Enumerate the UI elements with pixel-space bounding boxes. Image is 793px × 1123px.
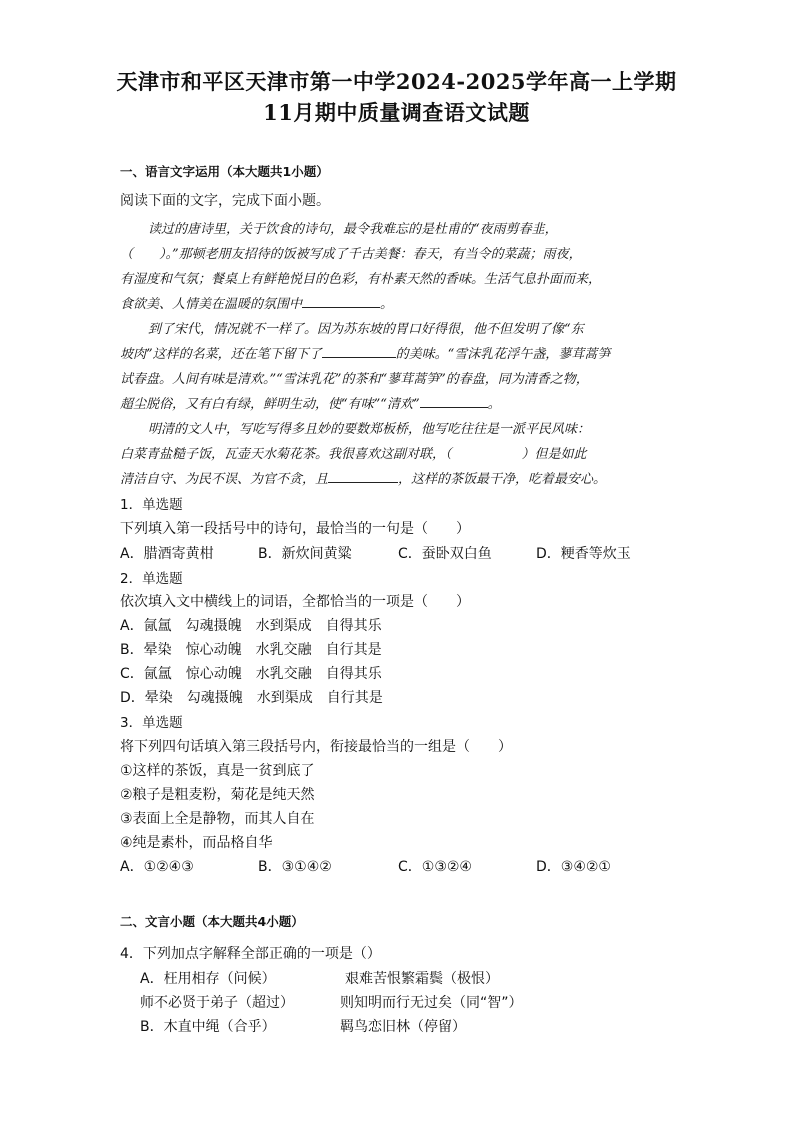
p1-line4 — [120, 293, 680, 312]
q4-row3-b: 羁鸟恋旧林（停留） — [340, 1019, 466, 1035]
q1-option-c[interactable]: C．蚕卧双白鱼 — [398, 546, 492, 562]
q4-row2-a: 师不必贤于弟子（超过） — [140, 995, 294, 1011]
q4-row3-a[interactable]: B．木直中绳（合乎） — [140, 1019, 276, 1035]
q2-option-d[interactable]: D．晕染 勾魂摄魄 水到渠成 自行其是 — [120, 690, 383, 706]
p2-line2-text-a: 坡肉”这样的名菜，还在笔下留下了 — [120, 347, 322, 362]
blank-2[interactable] — [322, 345, 396, 358]
q2-option-b[interactable]: B．晕染 惊心动魄 水乳交融 自行其是 — [120, 642, 382, 658]
p3-line2-text-a: 白菜青盐糙子饭，瓦壶天水菊花茶。我很喜欢这副对联，（ — [120, 447, 452, 462]
q2-stem: 依次填入文中横线上的词语，全都恰当的一项是（ ） — [120, 594, 470, 610]
p1-line2: （ ）。”那顿老朋友招待的饭被写成了千古美餐：春天，有当令的菜蔬；雨夜， — [120, 247, 582, 262]
blank-1[interactable] — [302, 295, 380, 308]
doc-title-line2: 11月期中质量调查语文试题 — [263, 100, 530, 125]
q1-option-d[interactable]: D．粳香等炊玉 — [536, 546, 631, 562]
q3-option-c[interactable]: C．①③②④ — [398, 859, 472, 875]
p1-line4-text: 食欲美、人情美在温暖的氛围中 — [120, 297, 303, 312]
p3-line2 — [120, 443, 680, 462]
section2-heading: 二、文言小题（本大题共4小题） — [120, 914, 304, 929]
section1-heading: 一、语言文字运用（本大题共1小题） — [120, 164, 329, 179]
p3-line2-text-b: ）但是如此 — [521, 447, 587, 462]
q4-row-3 — [140, 1016, 466, 1036]
p3-line3 — [120, 468, 680, 487]
p2-line3: 试春盘。人间有味是清欢。”“雪沫乳花”的茶和“蓼茸蒿笋”的春盘，同为清香之物， — [120, 372, 589, 387]
passage-intro: 阅读下面的文字，完成下面小题。 — [120, 193, 330, 209]
period-2: 。 — [487, 397, 501, 412]
q1-number: 1．单选题 — [120, 497, 183, 513]
doc-title-line1: 天津市和平区天津市第一中学2024-2025学年高一上学期 — [116, 69, 677, 94]
q4-row2-b: 则知明而行无过矣（同“智”） — [340, 995, 523, 1011]
q4-stem: 4．下列加点字解释全部正确的一项是（） — [120, 946, 381, 962]
q3-sentence-2: ②粮子是粗麦粉，菊花是纯天然 — [120, 787, 315, 803]
q2-number: 2．单选题 — [120, 571, 183, 587]
q3-sentence-1: ①这样的茶饭，真是一贫到底了 — [120, 763, 315, 779]
p3-line3-text-b: ，这样的茶饭最干净，吃着最安心。 — [398, 472, 607, 487]
q4-row-2 — [140, 992, 523, 1012]
p3-line1: 明清的文人中，写吃写得多且妙的要数郑板桥，他写吃往往是一派平民风味： — [148, 422, 591, 437]
p2-line4 — [120, 393, 680, 412]
q1-option-a[interactable]: A．腊酒寄黄柑 — [120, 546, 214, 562]
q4-row-1 — [140, 968, 499, 988]
p1-line1: 读过的唐诗里，关于饮食的诗句，最令我难忘的是杜甫的“夜雨剪春韭， — [148, 222, 558, 237]
p2-line1: 到了宋代，情况就不一样了。因为苏东坡的胃口好得很，他不但发明了像“东 — [148, 322, 584, 337]
q1-stem: 下列填入第一段括号中的诗句，最恰当的一句是（ ） — [120, 521, 470, 537]
q3-sentence-4: ④纯是素朴，而品格自华 — [120, 835, 273, 851]
q3-options — [120, 856, 611, 876]
q2-option-c[interactable]: C．氤氲 惊心动魄 水乳交融 自得其乐 — [120, 666, 382, 682]
p1-line3: 有湿度和气氛；餐桌上有鲜艳悦目的色彩，有朴素天然的香味。生活气息扑面而来， — [120, 272, 602, 287]
p2-line2-text-b: 的美味。“雪沫乳花浮午盏，蓼茸蒿笋 — [395, 347, 611, 362]
p3-line3-text-a: 清洁自守、为民不误、为官不贪，且 — [120, 472, 329, 487]
blank-4[interactable] — [328, 470, 398, 483]
p2-line2 — [120, 343, 680, 362]
q4-row1-a[interactable]: A．枉用相存（问候） — [140, 971, 276, 987]
q1-option-b[interactable]: B．新炊间黄粱 — [258, 546, 352, 562]
p2-line4-text: 超尘脱俗，又有白有绿，鲜明生动，使“有味”“清欢” — [120, 397, 420, 412]
q3-sentence-3: ③表面上全是静物，而其人自在 — [120, 811, 315, 827]
period: 。 — [380, 297, 394, 312]
q3-stem: 将下列四句话填入第三段括号内，衔接最恰当的一组是（ ） — [120, 739, 512, 755]
blank-3[interactable] — [420, 395, 488, 408]
q3-option-b[interactable]: B．③①④② — [258, 859, 332, 875]
q3-number: 3．单选题 — [120, 715, 183, 731]
q4-row1-b: 艰难苦恨繁霜鬓（极恨） — [345, 971, 499, 987]
q3-option-d[interactable]: D．③④②① — [536, 859, 611, 875]
q3-option-a[interactable]: A．①②④③ — [120, 859, 194, 875]
q2-option-a[interactable]: A．氤氲 勾魂摄魄 水到渠成 自得其乐 — [120, 618, 382, 634]
q1-options — [120, 543, 631, 563]
